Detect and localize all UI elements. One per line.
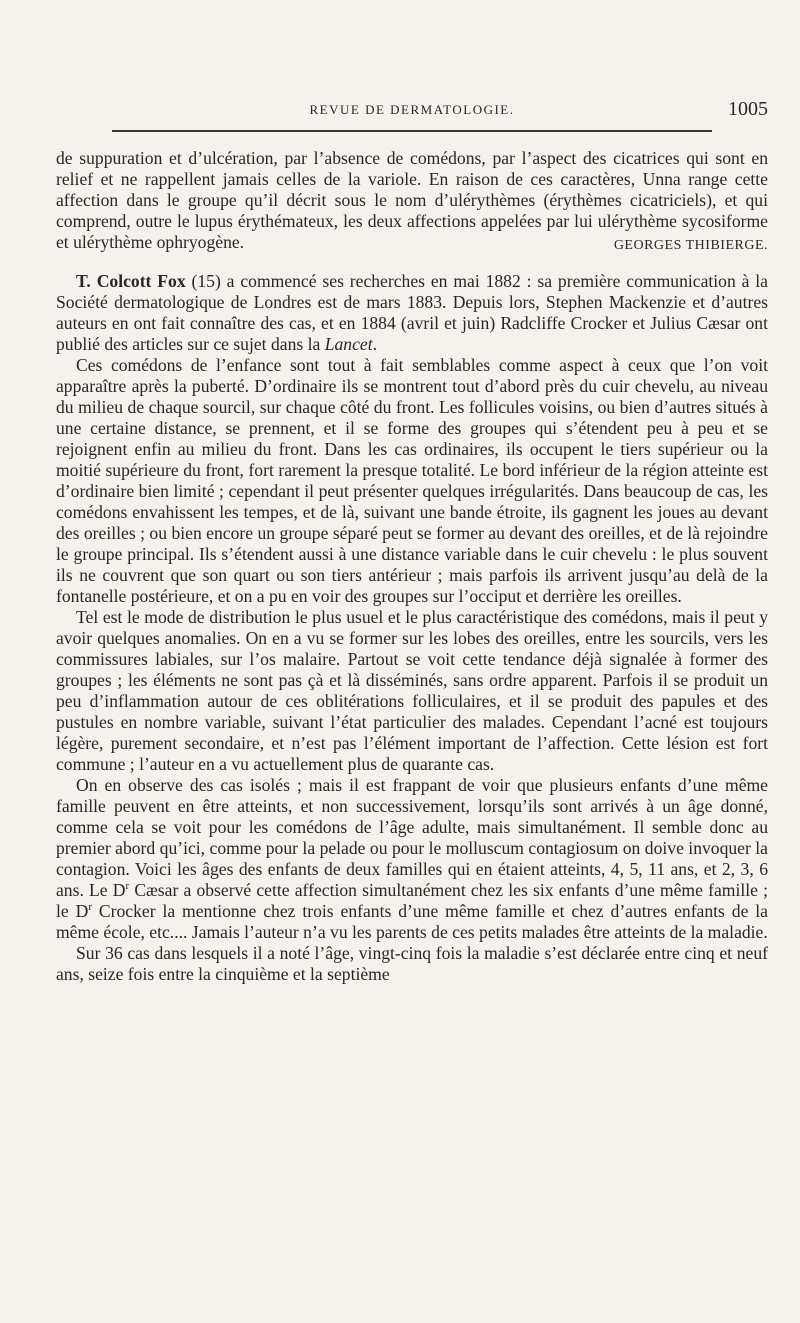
paragraph-5 [56, 775, 768, 943]
paragraph-1-text: de suppuration et d’ulcération, par l’absence de comédons, par l’aspect des cicatrices qui sont en relief et ne rappellent jamais celles de la variole. En raison de ces caractères, Unna range cette affection dans le groupe qu’il décrit sous le nom d’ulérythèmes (érythèmes cicatriciels), et qui comprend, outre le lupus érythémateux, les deux affections appelées par lui ulérythème sycosiforme et ulérythème ophryogène. [56, 148, 768, 252]
author-name: T. Colcott Fox [76, 271, 186, 291]
document-page [56, 100, 768, 985]
paragraph-3: Ces comédons de l’enfance sont tout à fait semblables comme aspect à ceux que l’on voit apparaître après la puberté. D’ordinaire ils se montrent tout d’abord près du cuir chevelu, au niveau du milieu de chaque sourcil, sur chaque côté du front. Les follicules voisins, ou bien d’autres situés à une certaine distance, se prennent, et il se forme des groupes qui s’étendent peu à peu et se rejoignent enfin au milieu du front. Dans les cas ordinaires, ils occupent le tiers supérieur ou la moitié supérieure du front, fort rarement la presque totalité. Le bord inférieur de la région atteinte est d’ordinaire bien limité ; cependant il peut présenter quelques irrégularités. Dans beaucoup de cas, les comédons envahissent les tempes, et de là, suivant une bande étroite, ils gagnent les joues au devant des oreilles ; ou bien encore un groupe séparé peut se former au devant des oreilles, et de là rejoindre le groupe principal. Ils s’étendent aussi à une distance variable dans le cuir chevelu : le plus souvent ils ne couvrent que son quart ou son tiers antérieur ; mais parfois ils arrivent jusqu’au delà de la fontanelle postérieure, et on a pu en voir des groupes sur l’occiput et derrière les oreilles. [56, 355, 768, 606]
paragraph-4: Tel est le mode de distribution le plus usuel et le plus caractéristique des comédons, mais il peut y avoir quelques anomalies. On en a vu se former sur les lobes des oreilles, entre les sourcils, vers les commissures labiales, sur l’os malaire. Partout se voit cette tendance déjà signalée à former des groupes ; les éléments ne sont pas çà et là disséminés, sans ordre apparent. Parfois il se produit un peu d’inflammation autour de ces oblitérations folliculaires, et il se produit des papules et des pustules en nombre variable, suivant l’état particulier des malades. Cependant l’acné est toujours légère, purement secondaire, et n’est pas l’élément important de l’affection. Cette lésion est fort commune ; l’auteur en a vu actuellement plus de quarante cas. [56, 607, 768, 774]
paragraph-2-text-a: (15) a commencé ses recherches en mai 1882 : sa première communication à la Société dermatologique de Londres est de mars 1883. Depuis lors, Stephen Mackenzie et d’autres auteurs en ont fait connaître des cas, et en 1884 (avril et juin) Radcliffe Crocker et Julius Cæsar ont publié des articles sur ce sujet dans la [56, 271, 768, 354]
paragraph-5-text-a: On en observe des cas isolés ; mais il est frappant de voir que plusieurs enfants d’une même famille peuvent en être atteints, et non successivement, lorsqu’ils sont arrivés à un âge donné, comme cela se voit pour les comédons de l’âge adulte, mais simultanément. Il semble donc au premier abord qu’ici, comme pour la pelade ou pour le molluscum contagiosum on doive invoquer la contagion. Voici les âges des enfants de deux familles qui en étaient atteints, 4, 5, 11 ans, et 2, 3, 6 ans. Le D [56, 775, 768, 900]
page-header [56, 100, 768, 128]
journal-name: Lancet [324, 334, 373, 354]
running-head: REVUE DE DERMATOLOGIE. [309, 102, 515, 117]
superscript-1: r [125, 880, 130, 893]
paragraph-2 [56, 271, 768, 355]
paragraph-5-text-c: Crocker la mentionne chez trois enfants d’une même famille et chez d’autres enfants de la même école, etc.... Jamais l’auteur n’a vu les parents de ces petits malades être atteints de la maladie. [56, 901, 768, 942]
superscript-2: r [88, 901, 92, 914]
paragraph-1 [56, 148, 768, 253]
paragraph-5-text-b: Cæsar a observé cette affection simultanément chez les six enfants d’une même famille ; le D [56, 880, 768, 921]
page-number: 1005 [728, 98, 768, 120]
header-rule [112, 130, 712, 132]
article-body [56, 148, 768, 985]
author-signature: GEORGES THIBIERGE. [613, 238, 768, 253]
paragraph-6: Sur 36 cas dans lesquels il a noté l’âge, vingt-cinq fois la maladie s’est déclarée entre cinq et neuf ans, seize fois entre la cinquième et la septième [56, 943, 768, 984]
paragraph-2-text-b: . [372, 334, 378, 354]
